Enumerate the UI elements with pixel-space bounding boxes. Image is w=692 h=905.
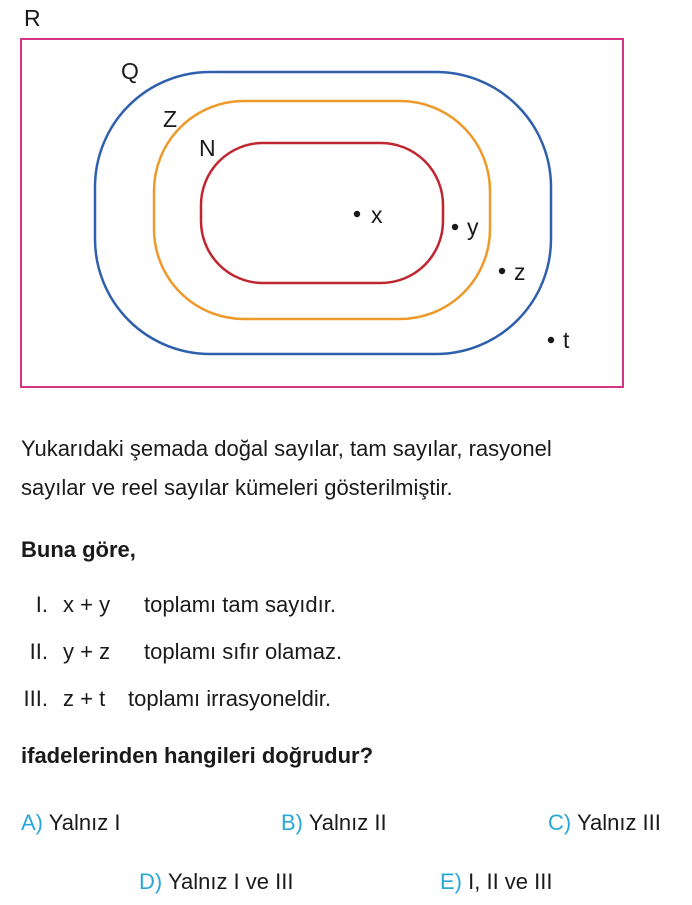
point-z-dot xyxy=(499,268,505,274)
statement-2-number: II. xyxy=(29,639,48,664)
intro-line-1: Yukarıdaki şemada doğal sayılar, tam sayılar, rasyonel xyxy=(21,436,552,461)
label-R: R xyxy=(24,5,41,31)
option-a-text: Yalnız I xyxy=(48,810,121,835)
option-d-letter: D) xyxy=(139,869,163,894)
option-d-text: Yalnız I ve III xyxy=(167,869,294,894)
question-lead: Buna göre, xyxy=(21,537,136,562)
point-x-label: x xyxy=(371,202,383,228)
option-b-text: Yalnız II xyxy=(308,810,387,835)
statement-2-expr: y + z xyxy=(63,639,111,664)
option-a[interactable] xyxy=(21,810,120,836)
option-c-text: Yalnız III xyxy=(576,810,661,835)
option-b[interactable] xyxy=(281,810,387,836)
option-c-letter: C) xyxy=(548,810,572,835)
option-e-text: I, II ve III xyxy=(468,869,553,894)
statement-2-text: toplamı sıfır olamaz. xyxy=(144,639,343,664)
option-a-letter: A) xyxy=(21,810,43,835)
option-d[interactable] xyxy=(139,869,293,895)
intro-line-2: sayılar ve reel sayılar kümeleri gösterilmiştir. xyxy=(21,475,453,500)
statement-3-text: toplamı irrasyoneldir. xyxy=(128,686,331,711)
point-x-dot xyxy=(354,211,360,217)
option-e[interactable] xyxy=(440,869,552,895)
number-sets-diagram xyxy=(0,0,692,400)
option-e-letter: E) xyxy=(440,869,462,894)
point-t-dot xyxy=(548,337,554,343)
point-y-label: y xyxy=(467,214,479,240)
statement-1-number: I. xyxy=(35,592,48,617)
point-y-dot xyxy=(452,224,458,230)
label-Q: Q xyxy=(121,58,139,84)
statement-3-number: III. xyxy=(23,686,48,711)
statement-1-expr: x + y xyxy=(63,592,111,617)
point-t-label: t xyxy=(563,327,570,353)
question-prompt: ifadelerinden hangileri doğrudur? xyxy=(21,743,374,768)
option-b-letter: B) xyxy=(281,810,303,835)
set-R-border xyxy=(21,39,623,387)
statement-1-text: toplamı tam sayıdır. xyxy=(144,592,336,617)
statement-3-expr: z + t xyxy=(63,686,106,711)
set-N-border xyxy=(201,143,443,283)
set-Z-border xyxy=(154,101,490,319)
option-c[interactable] xyxy=(548,810,661,836)
point-z-label: z xyxy=(514,259,526,285)
label-Z: Z xyxy=(163,106,178,132)
label-N: N xyxy=(199,135,216,161)
